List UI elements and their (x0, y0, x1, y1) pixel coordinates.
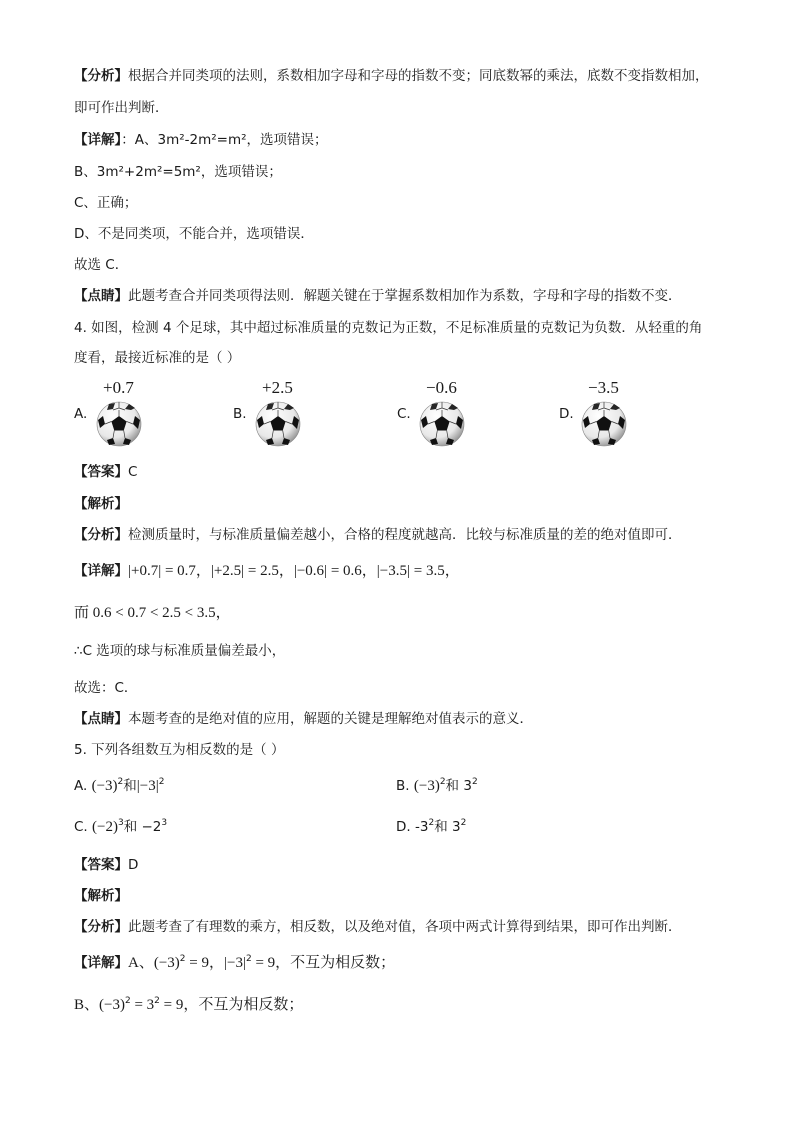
q5-option-c (74, 817, 167, 837)
detail-tag: 【详解】 (74, 563, 128, 579)
option-letter: A. (74, 778, 88, 794)
q3-detail-b: B、3m²+2m²=5m²，选项错误； (74, 164, 282, 180)
q5-option-a (74, 776, 164, 796)
q4-choose: 故选：C． (74, 680, 138, 696)
q3-detail-c: C、正确； (74, 195, 138, 211)
q5-jiexi (74, 886, 724, 906)
analysis-tag: 【分析】 (74, 68, 128, 84)
option-letter: C. (74, 819, 88, 835)
math-expr: = 9，不互为相反数； (251, 955, 396, 971)
option-value: −0.6 (426, 378, 457, 397)
exponent: 2 (460, 818, 467, 828)
q5-detail-b (74, 995, 724, 1015)
analysis-tag: 【分析】 (74, 527, 128, 543)
q4-comment (74, 709, 724, 729)
exponent: 2 (124, 996, 131, 1006)
math-base: -3 (414, 819, 429, 835)
math-base: |−3| (136, 778, 159, 794)
exponent: 2 (245, 954, 252, 964)
q4-answer (74, 462, 724, 482)
answer-tag: 【答案】 (74, 464, 128, 480)
q4-stem-line1: 4. 如图，检测 4 个足球，其中超过标准质量的克数记为正数，不足标准质量的克数记为负数．从轻重的角 (74, 320, 703, 336)
comment-tag: 【点睛】 (74, 288, 128, 304)
q5-option-d (396, 817, 466, 837)
q3-detail-d: D、不是同类项，不能合并，选项错误． (74, 226, 314, 242)
exponent: 2 (439, 777, 446, 787)
comment-tag: 【点睛】 (74, 711, 128, 727)
option-letter: C. (397, 406, 411, 422)
q3-detail-a (74, 130, 724, 150)
detail-text: ：A、3m²-2m²=m²，选项错误； (121, 132, 328, 148)
option-letter: D. (396, 819, 411, 835)
math-base: (−2) (92, 819, 118, 835)
q5-answer (74, 855, 724, 875)
q5-analysis (74, 917, 724, 937)
q5-stem: 5. 下列各组数互为相反数的是（ ） (74, 742, 285, 758)
option-value: +0.7 (103, 378, 134, 397)
connector: 和 3 (434, 819, 461, 835)
comment-text: 此题考查合并同类项得法则．解题关键在于掌握系数相加作为系数，字母和字母的指数不变． (128, 288, 682, 304)
soccer-ball-icon (580, 400, 628, 452)
exponent: 2 (428, 818, 435, 828)
exponent: 2 (117, 777, 124, 787)
detail-math: |+0.7| = 0.7，|+2.5| = 2.5，|−0.6| = 0.6，|−3.5| = 3.5， (128, 563, 460, 579)
option-letter: B. (396, 778, 410, 794)
exponent: 2 (179, 954, 186, 964)
soccer-ball-icon (254, 400, 302, 452)
q4-stem-line2: 度看，最接近标准的是（ ） (74, 350, 241, 366)
option-letter: A. (74, 406, 88, 422)
option-value: +2.5 (262, 378, 293, 397)
math-expr: = 3 (130, 997, 155, 1013)
analysis-tag: 【分析】 (74, 919, 128, 935)
q3-choose: 故选 C． (74, 257, 129, 273)
math-expr: = 9，|−3| (185, 955, 246, 971)
soccer-ball-icon (418, 400, 466, 452)
connector: 和 3 (445, 778, 472, 794)
math-expr: A、(−3) (128, 955, 180, 971)
detail-tag: 【详解】 (74, 955, 128, 971)
q3-analysis-line1 (74, 66, 724, 86)
answer-tag: 【答案】 (74, 857, 128, 873)
q5-detail-a (74, 953, 724, 973)
exponent: 2 (471, 777, 478, 787)
jiexi-tag: 【解析】 (74, 496, 128, 512)
detail-tag: 【详解】 (74, 132, 122, 148)
q4-therefore: ∴C 选项的球与标准质量偏差最小， (74, 643, 286, 659)
q5-option-b (396, 776, 478, 796)
connector: 和 (123, 778, 137, 794)
q3-comment (74, 286, 724, 306)
analysis-text: 此题考查了有理数的乘方，相反数，以及绝对值，各项中两式计算得到结果，即可作出判断． (128, 919, 682, 935)
connector: 和 −2 (123, 819, 162, 835)
analysis-text: 检测质量时，与标准质量偏差越小，合格的程度就越高．比较与标准质量的差的绝对值即可． (128, 527, 682, 543)
math-base: (−3) (91, 778, 118, 794)
option-value: −3.5 (588, 378, 619, 397)
exponent: 2 (158, 777, 165, 787)
q4-analysis (74, 525, 724, 545)
math-base: (−3) (413, 778, 440, 794)
exponent: 2 (154, 996, 160, 1006)
option-letter: B. (233, 406, 247, 422)
answer-value: D (128, 857, 139, 873)
answer-value: C (128, 464, 138, 480)
q4-compare: 而 0.6 < 0.7 < 2.5 < 3.5， (74, 605, 231, 621)
math-expr: = 9，不互为相反数； (159, 997, 304, 1013)
q4-jiexi (74, 494, 724, 514)
comment-text: 本题考查的是绝对值的应用，解题的关键是理解绝对值表示的意义． (128, 711, 533, 727)
exponent: 3 (161, 818, 168, 828)
soccer-ball-icon (95, 400, 143, 452)
option-letter: D. (559, 406, 574, 422)
math-expr: B、(−3) (74, 997, 125, 1013)
q3-analysis-line2: 即可作出判断． (74, 100, 169, 116)
exponent: 3 (117, 818, 124, 828)
analysis-text: 根据合并同类项的法则，系数相加字母和字母的指数不变；同底数幂的乘法，底数不变指数相加， (128, 68, 709, 84)
q4-detail (74, 561, 724, 581)
jiexi-tag: 【解析】 (74, 888, 128, 904)
